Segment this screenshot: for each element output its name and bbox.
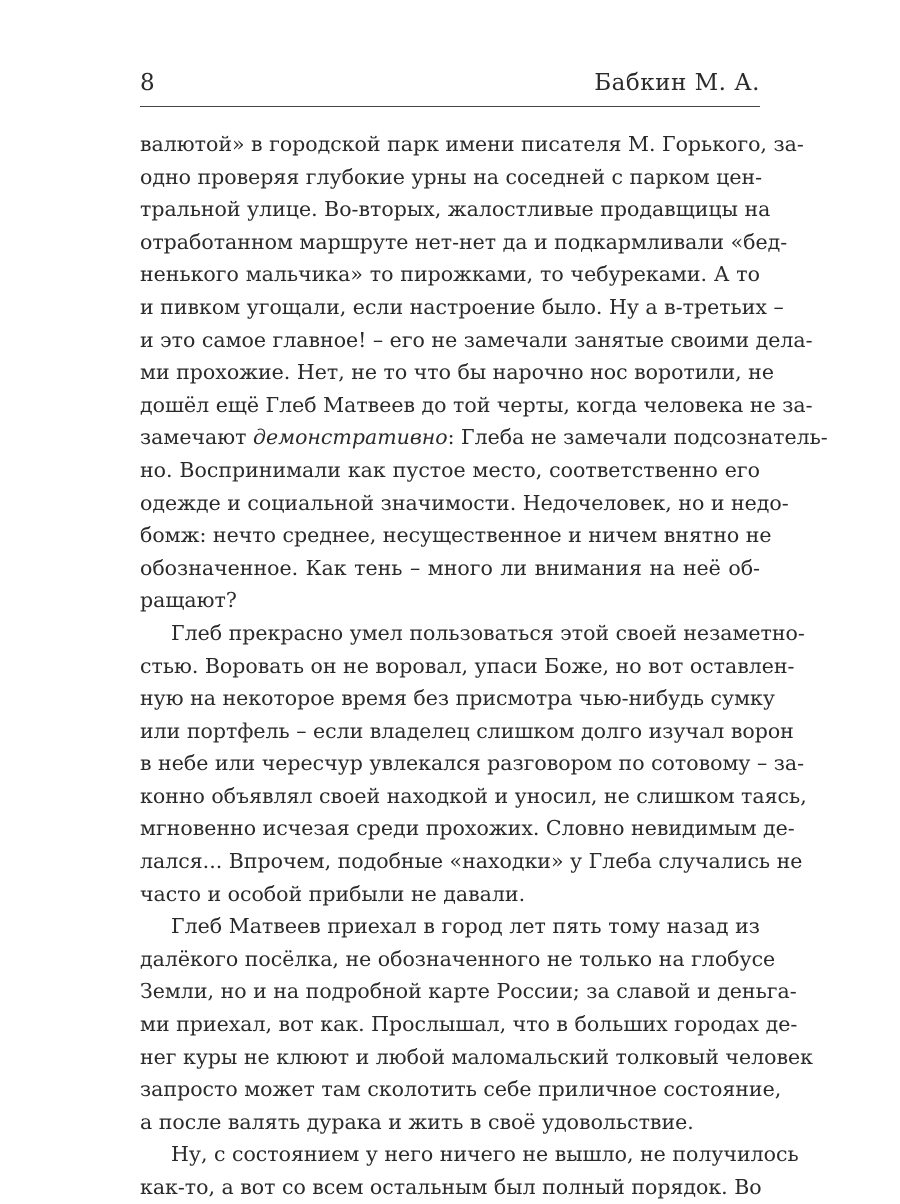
text-line: и это самое главное! – его не замечали занятые своими дела-: [140, 327, 813, 352]
emphasis-text: демонстративно: [252, 425, 448, 450]
text-line: бомж: нечто среднее, несущественное и ничем внятно не: [140, 523, 772, 548]
text-segment: замечают: [140, 425, 253, 450]
text-line: дошёл ещё Глеб Матвеев до той черты, когда человека не за-: [140, 392, 813, 417]
running-header: [140, 70, 760, 107]
text-line: тральной улице. Во-вторых, жалостливые продавщицы на: [140, 197, 771, 222]
text-line: ную на некоторое время без присмотра чью-нибудь сумку: [140, 686, 775, 711]
text-line: валютой» в городской парк имени писателя М. Горького, за-: [140, 132, 804, 156]
text-line: Глеб прекрасно умел пользоваться этой своей незаметно-: [171, 620, 805, 645]
text-line-italic: [140, 421, 828, 454]
text-line: ращают?: [140, 588, 237, 613]
text-line: в небе или чересчур увлекался разговором по сотовому – за-: [140, 751, 805, 776]
text-line: стью. Воровать он не воровал, упаси Боже, но вот оставлен-: [140, 653, 795, 678]
text-line: отработанном маршруте нет-нет да и подкармливали «бед-: [140, 229, 788, 254]
text-line: ненького мальчика» то пирожками, то чебуреками. А то: [140, 262, 760, 287]
text-line: нег куры не клюют и любой маломальский толковый человек: [140, 1044, 813, 1069]
text-line: часто и особой прибыли не давали.: [140, 881, 526, 906]
text-line: а после валять дурака и жить в своё удовольствие.: [140, 1109, 694, 1134]
text-line: Ну, с состоянием у него ничего не вышло, не получилось: [171, 1142, 799, 1167]
text-line: и пивком угощали, если настроение было. Ну а в-третьих –: [140, 294, 784, 319]
text-line: одно проверяя глубокие урны на соседней с парком цен-: [140, 164, 763, 189]
text-segment: : Глеба не замечали подсознатель-: [447, 425, 828, 450]
text-line: запросто может там сколотить себе приличное состояние,: [140, 1077, 782, 1102]
text-line: лался... Впрочем, подобные «находки» у Глеба случались не: [140, 849, 803, 874]
text-line: ми прохожие. Нет, не то что бы нарочно нос воротили, не: [140, 360, 774, 385]
text-line: Глеб Матвеев приехал в город лет пять тому назад из: [171, 914, 760, 939]
running-head-author: Бабкин М. А.: [594, 70, 760, 96]
text-line: Земли, но и на подробной карте России; за славой и деньга-: [140, 979, 797, 1004]
page-number: 8: [140, 70, 155, 96]
text-line: или портфель – если владелец слишком долго изучал ворон: [140, 718, 794, 743]
text-line: одежде и социальной значимости. Недочеловек, но и недо-: [140, 490, 789, 515]
text-line: обозначенное. Как тень – много ли внимания на неё об-: [140, 555, 760, 580]
text-line: ми приехал, вот как. Прослышал, что в больших городах де-: [140, 1012, 798, 1037]
text-line: как-то, а вот со всем остальным был полный порядок. Во: [140, 1175, 762, 1199]
body-text: [140, 128, 828, 1204]
text-line: но. Воспринимали как пустое место, соответственно его: [140, 457, 760, 482]
text-line: конно объявлял своей находкой и уносил, не слишком таясь,: [140, 783, 807, 808]
text-line: мгновенно исчезая среди прохожих. Словно невидимым де-: [140, 816, 795, 841]
text-line: далёкого посёлка, не обозначенного не только на глобусе: [140, 946, 776, 971]
